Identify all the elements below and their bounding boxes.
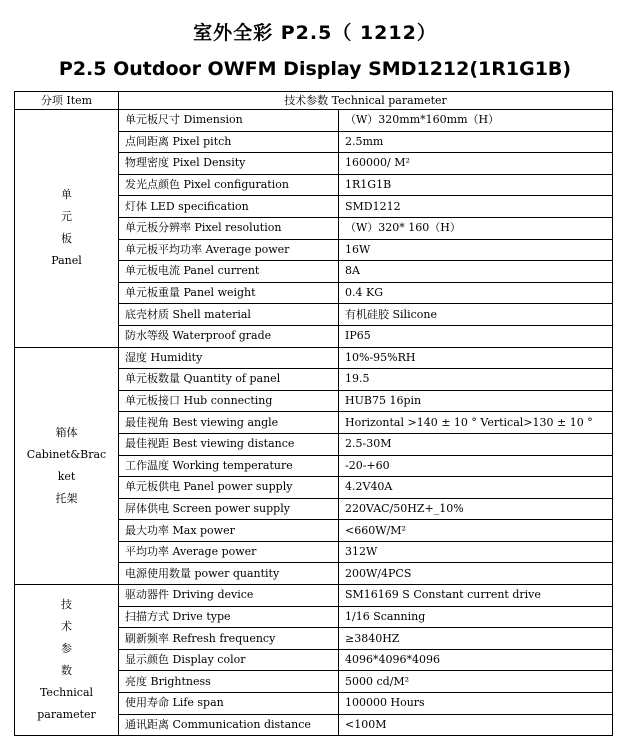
- parameter-value: ≥3840HZ: [339, 628, 613, 650]
- parameter-value: HUB75 16pin: [339, 390, 613, 412]
- parameter-label: 通讯距离 Communication distance: [119, 714, 339, 736]
- parameter-label: 单元板重量 Panel weight: [119, 282, 339, 304]
- parameter-label: 驱动器件 Driving device: [119, 585, 339, 607]
- table-header-row: [15, 92, 613, 110]
- category-line: 箱体: [55, 425, 78, 439]
- parameter-label: 屏体供电 Screen power supply: [119, 498, 339, 520]
- category-line: 板: [61, 232, 72, 246]
- page-title-chinese: 室外全彩 P2.5（ 1212）: [193, 22, 437, 44]
- parameter-value: 8A: [339, 261, 613, 283]
- parameter-label: 发光点颜色 Pixel configuration: [119, 174, 339, 196]
- category-line: Cabinet&Brac: [26, 447, 107, 461]
- category-line: 术: [61, 620, 72, 634]
- parameter-label: 单元板平均功率 Average power: [119, 239, 339, 261]
- parameter-value: 1R1G1B: [339, 174, 613, 196]
- parameter-label: 平均功率 Average power: [119, 541, 339, 563]
- parameter-value: Horizontal >140 ± 10 ° Vertical>130 ± 10 °: [339, 412, 613, 434]
- parameter-value: 16W: [339, 239, 613, 261]
- category-line: 技: [61, 598, 72, 612]
- parameter-value: （W）320mm*160mm（H）: [339, 110, 613, 132]
- parameter-value: IP65: [339, 325, 613, 347]
- parameter-label: 点间距离 Pixel pitch: [119, 131, 339, 153]
- parameter-label: 底壳材质 Shell material: [119, 304, 339, 326]
- table-row: [15, 347, 613, 369]
- parameter-value: 10%-95%RH: [339, 347, 613, 369]
- parameter-value: 160000/ M²: [339, 153, 613, 175]
- category-line: 单: [61, 188, 72, 202]
- parameter-label: 扫描方式 Drive type: [119, 606, 339, 628]
- parameter-value: 1/16 Scanning: [339, 606, 613, 628]
- spec-table: [14, 91, 613, 736]
- page-title-english: P2.5 Outdoor OWFM Display SMD1212(1R1G1B): [58, 58, 572, 80]
- category-line: Technical: [39, 686, 94, 700]
- parameter-value: 312W: [339, 541, 613, 563]
- category-line: 参: [61, 642, 72, 656]
- category-cell: [15, 110, 119, 348]
- parameter-value: SMD1212: [339, 196, 613, 218]
- parameter-label: 显示颜色 Display color: [119, 649, 339, 671]
- table-row: [15, 110, 613, 132]
- parameter-label: 单元板接口 Hub connecting: [119, 390, 339, 412]
- category-line: 托架: [55, 491, 78, 505]
- parameter-label: 亮度 Brightness: [119, 671, 339, 693]
- category-line: 元: [61, 210, 72, 224]
- parameter-label: 最大功率 Max power: [119, 520, 339, 542]
- parameter-label: 最佳视距 Best viewing distance: [119, 433, 339, 455]
- parameter-label: 灯体 LED specification: [119, 196, 339, 218]
- parameter-value: 220VAC/50HZ+_10%: [339, 498, 613, 520]
- parameter-label: 湿度 Humidity: [119, 347, 339, 369]
- parameter-label: 工作温度 Working temperature: [119, 455, 339, 477]
- category-line: parameter: [37, 708, 96, 722]
- parameter-value: -20-+60: [339, 455, 613, 477]
- parameter-label: 防水等级 Waterproof grade: [119, 325, 339, 347]
- spec-table-body: [15, 92, 613, 736]
- parameter-value: <660W/M²: [339, 520, 613, 542]
- parameter-value: 5000 cd/M²: [339, 671, 613, 693]
- category-line: 数: [61, 664, 72, 678]
- parameter-value: 有机硅胶 Silicone: [339, 304, 613, 326]
- parameter-label: 使用寿命 Life span: [119, 693, 339, 715]
- parameter-label: 电源使用数量 power quantity: [119, 563, 339, 585]
- parameter-value: （W）320* 160（H）: [339, 217, 613, 239]
- parameter-value: 19.5: [339, 369, 613, 391]
- parameter-label: 最佳视角 Best viewing angle: [119, 412, 339, 434]
- parameter-label: 刷新频率 Refresh frequency: [119, 628, 339, 650]
- parameter-label: 单元板数量 Quantity of panel: [119, 369, 339, 391]
- parameter-label: 单元板电流 Panel current: [119, 261, 339, 283]
- category-line: ket: [57, 469, 76, 483]
- parameter-label: 单元板供电 Panel power supply: [119, 477, 339, 499]
- category-cell: [15, 585, 119, 736]
- parameter-value: SM16169 S Constant current drive: [339, 585, 613, 607]
- parameter-label: 物理密度 Pixel Density: [119, 153, 339, 175]
- parameter-value: 2.5-30M: [339, 433, 613, 455]
- parameter-value: <100M: [339, 714, 613, 736]
- parameter-value: 2.5mm: [339, 131, 613, 153]
- table-row: [15, 585, 613, 607]
- category-line: Panel: [51, 254, 82, 268]
- parameter-label: 单元板分辨率 Pixel resolution: [119, 217, 339, 239]
- parameter-value: 200W/4PCS: [339, 563, 613, 585]
- parameter-value: 4096*4096*4096: [339, 649, 613, 671]
- parameter-value: 100000 Hours: [339, 693, 613, 715]
- category-cell: [15, 347, 119, 585]
- parameter-value: 0.4 KG: [339, 282, 613, 304]
- header-item: 分项 Item: [15, 92, 119, 110]
- parameter-label: 单元板尺寸 Dimension: [119, 110, 339, 132]
- parameter-value: 4.2V40A: [339, 477, 613, 499]
- header-parameter: 技术参数 Technical parameter: [119, 92, 613, 110]
